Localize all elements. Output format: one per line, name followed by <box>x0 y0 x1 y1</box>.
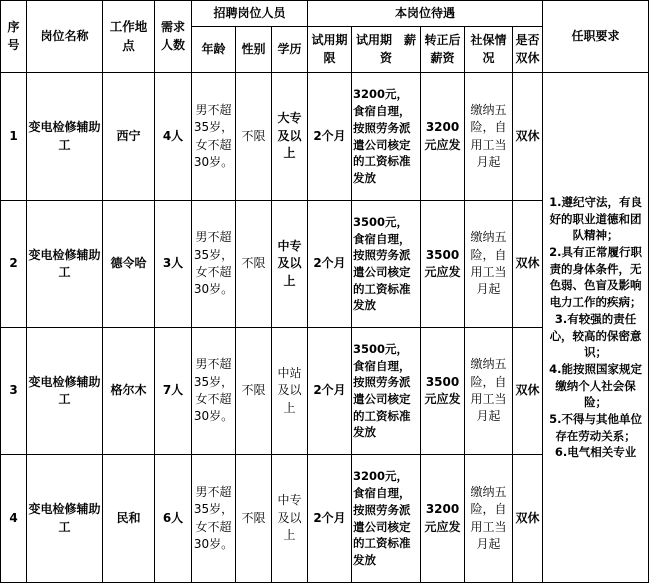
row-regular-salary: 3500元应发 <box>421 201 465 328</box>
header-probation: 试用期限 <box>308 27 352 73</box>
header-benefit-group: 本岗位待遇 <box>308 1 543 27</box>
row-education: 大专及以上 <box>272 73 308 201</box>
requirement-item: 1.遵纪守法，有良好的职业道德和团队精神； <box>549 195 642 243</box>
header-age: 年龄 <box>192 27 236 73</box>
row-gender: 不限 <box>236 328 272 455</box>
header-trial-salary: 试用期 薪资 <box>352 27 421 73</box>
row-position: 变电检修辅助工 <box>27 73 103 201</box>
row-trial-salary: 3500元，食宿自理，按照劳务派遣公司核定的工资标准发放 <box>352 328 421 455</box>
row-probation: 2个月 <box>308 201 352 328</box>
row-headcount: 6人 <box>155 455 192 583</box>
row-location: 德令哈 <box>103 201 155 328</box>
header-location: 工作地点 <box>103 1 155 73</box>
row-seq: 2 <box>1 201 27 328</box>
row-location: 格尔木 <box>103 328 155 455</box>
header-row-1 <box>1 1 649 27</box>
requirement-item: 3.有较强的责任心，较高的保密意识； <box>549 311 642 360</box>
row-headcount: 4人 <box>155 73 192 201</box>
row-weekend: 双休 <box>513 201 543 328</box>
requirement-item: 6.电气相关专业 <box>554 445 637 460</box>
row-seq: 3 <box>1 328 27 455</box>
row-gender: 不限 <box>236 201 272 328</box>
row-trial-salary: 3200元，食宿自理，按照劳务派遣公司核定的工资标准发放 <box>352 455 421 583</box>
row-education: 中专及以上 <box>272 201 308 328</box>
table-row <box>1 73 649 201</box>
row-insurance: 缴纳五险，自用工当月起 <box>465 328 513 455</box>
row-weekend: 双休 <box>513 73 543 201</box>
row-trial-salary: 3200元，食宿自理，按照劳务派遣公司核定的工资标准发放 <box>352 73 421 201</box>
header-seq: 序号 <box>1 1 27 73</box>
row-location: 民和 <box>103 455 155 583</box>
header-regular-salary: 转正后薪资 <box>421 27 465 73</box>
row-headcount: 3人 <box>155 201 192 328</box>
row-probation: 2个月 <box>308 455 352 583</box>
row-seq: 1 <box>1 73 27 201</box>
header-weekend: 是否双休 <box>513 27 543 73</box>
row-weekend: 双休 <box>513 328 543 455</box>
row-probation: 2个月 <box>308 328 352 455</box>
header-gender: 性别 <box>236 27 272 73</box>
row-insurance: 缴纳五险，自用工当月起 <box>465 201 513 328</box>
row-gender: 不限 <box>236 455 272 583</box>
header-recruit-group: 招聘岗位人员 <box>192 1 308 27</box>
row-education: 中专及以上 <box>272 455 308 583</box>
row-position: 变电检修辅助工 <box>27 328 103 455</box>
row-weekend: 双休 <box>513 455 543 583</box>
row-probation: 2个月 <box>308 73 352 201</box>
row-trial-salary: 3500元，食宿自理，按照劳务派遣公司核定的工资标准发放 <box>352 201 421 328</box>
row-age: 男不超35岁，女不超30岁。 <box>192 328 236 455</box>
requirement-item: 4.能按照国家规定缴纳个人社会保险； <box>549 361 642 410</box>
requirement-item: 2.具有正常履行职责的身体条件，无色弱、色盲及影响电力工作的疾病； <box>549 245 642 310</box>
header-insurance: 社保情况 <box>465 27 513 73</box>
row-age: 男不超35岁，女不超30岁。 <box>192 201 236 328</box>
header-requirements: 任职要求 <box>543 1 649 73</box>
row-location: 西宁 <box>103 73 155 201</box>
row-position: 变电检修辅助工 <box>27 201 103 328</box>
requirements-cell <box>543 73 649 583</box>
row-insurance: 缴纳五险，自用工当月起 <box>465 73 513 201</box>
requirement-item: 5.不得与其他单位存在劳动关系； <box>549 411 642 443</box>
row-age: 男不超35岁，女不超30岁。 <box>192 73 236 201</box>
row-education: 中站及以上 <box>272 328 308 455</box>
row-regular-salary: 3500元应发 <box>421 328 465 455</box>
header-education: 学历 <box>272 27 308 73</box>
row-age: 男不超35岁，女不超30岁。 <box>192 455 236 583</box>
header-headcount: 需求人数 <box>155 1 192 73</box>
row-insurance: 缴纳五险，自用工当月起 <box>465 455 513 583</box>
row-seq: 4 <box>1 455 27 583</box>
row-headcount: 7人 <box>155 328 192 455</box>
header-position: 岗位名称 <box>27 1 103 73</box>
row-gender: 不限 <box>236 73 272 201</box>
row-position: 变电检修辅助工 <box>27 455 103 583</box>
row-regular-salary: 3200元应发 <box>421 455 465 583</box>
row-regular-salary: 3200元应发 <box>421 73 465 201</box>
